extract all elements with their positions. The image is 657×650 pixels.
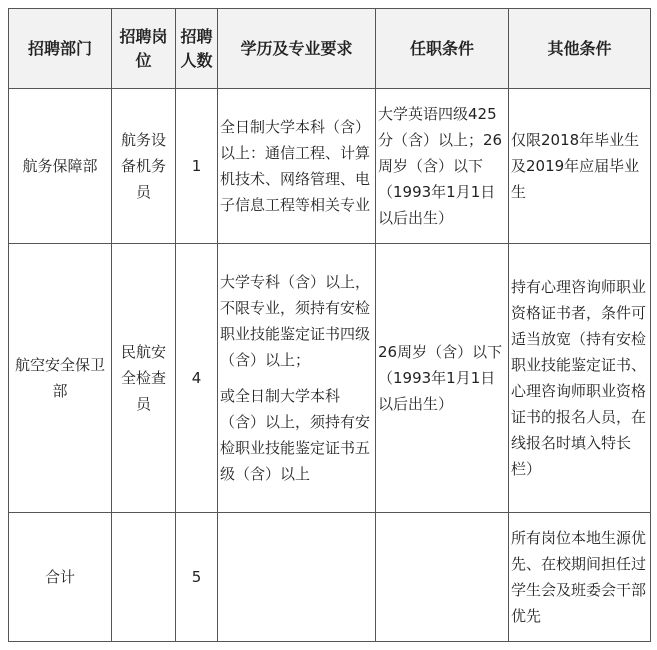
cell-position: 民航安全检查员 [112, 244, 176, 513]
total-row [9, 513, 651, 642]
recruitment-table [8, 8, 651, 642]
cell-count: 4 [176, 244, 218, 513]
cell-other: 仅限2018年毕业生及2019年应届毕业生 [509, 89, 651, 244]
header-row [9, 9, 651, 89]
education-spacer [220, 373, 373, 383]
header-other: 其他条件 [509, 9, 651, 89]
table-row [9, 89, 651, 244]
cell-education [218, 244, 376, 513]
cell-requirements [376, 513, 509, 642]
table-row [9, 244, 651, 513]
cell-requirements: 大学英语四级425分（含）以上；26周岁（含）以下（1993年1月1日以后出生） [376, 89, 509, 244]
header-dept: 招聘部门 [9, 9, 112, 89]
header-education: 学历及专业要求 [218, 9, 376, 89]
cell-education: 全日制大学本科（含）以上：通信工程、计算机技术、网络管理、电子信息工程等相关专业 [218, 89, 376, 244]
education-option-a: 大学专科（含）以上，不限专业，须持有安检职业技能鉴定证书四级（含）以上； [220, 273, 371, 369]
cell-position [112, 513, 176, 642]
header-position: 招聘岗位 [112, 9, 176, 89]
header-requirements: 任职条件 [376, 9, 509, 89]
cell-other: 所有岗位本地生源优先、在校期间担任过学生会及班委会干部优先 [509, 513, 651, 642]
cell-requirements: 26周岁（含）以下（1993年1月1日以后出生） [376, 244, 509, 513]
education-option-b: 或全日制大学本科（含）以上，须持有安检职业技能鉴定证书五级（含）以上 [220, 387, 371, 483]
cell-position: 航务设备机务员 [112, 89, 176, 244]
cell-total-count: 5 [176, 513, 218, 642]
cell-count: 1 [176, 89, 218, 244]
cell-total-label: 合计 [9, 513, 112, 642]
cell-dept: 航空安全保卫部 [9, 244, 112, 513]
cell-education [218, 513, 376, 642]
cell-dept: 航务保障部 [9, 89, 112, 244]
header-count: 招聘人数 [176, 9, 218, 89]
cell-other: 持有心理咨询师职业资格证书者，条件可适当放宽（持有安检职业技能鉴定证书、心理咨询师职业资格证书的报名人员，在线报名时填入特长栏） [509, 244, 651, 513]
